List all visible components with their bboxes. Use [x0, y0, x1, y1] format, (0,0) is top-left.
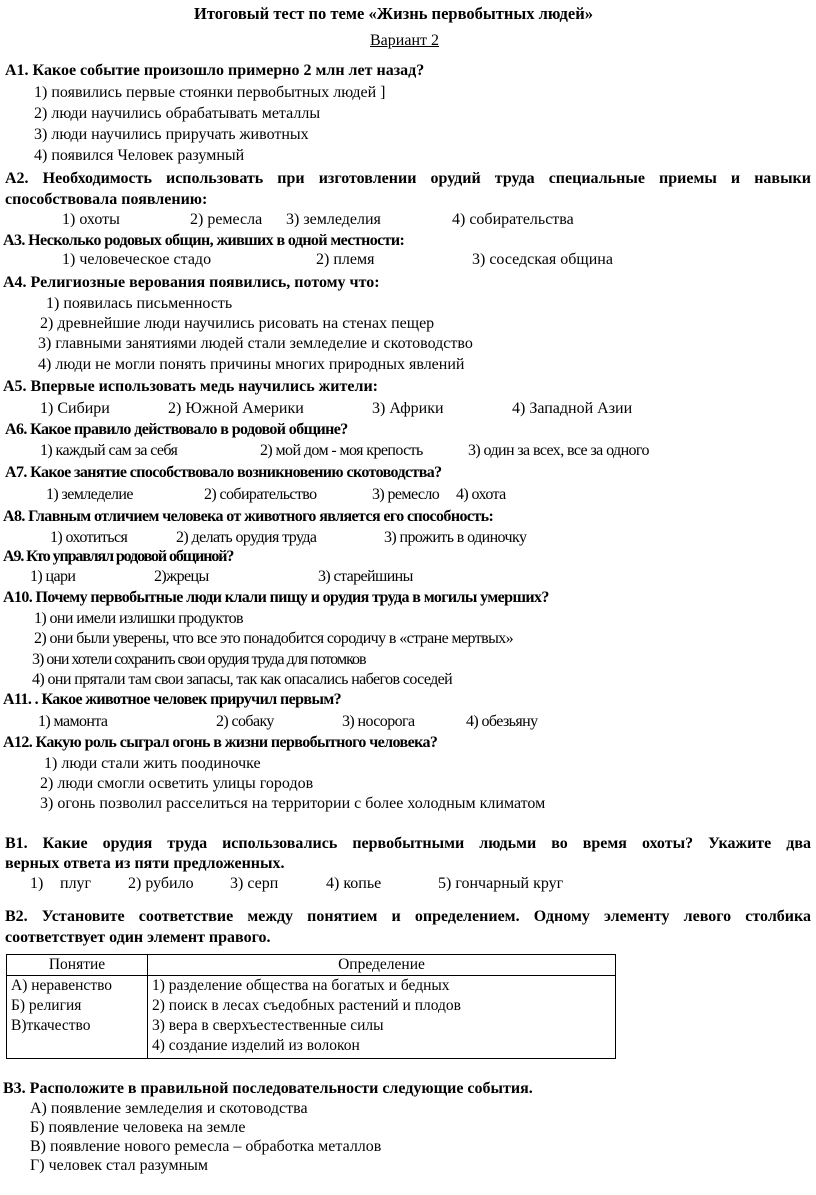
a7-option-3: 3) ремесло	[372, 486, 440, 503]
page-title: Итоговый тест по теме «Жизнь первобытных людей»	[194, 4, 593, 23]
table-row	[7, 996, 616, 1016]
a11-option-4: 4) обезьяну	[466, 713, 538, 730]
a10-option-4: 4) они прятали там свои запасы, так как опасались набегов соседей	[32, 671, 453, 688]
question-a11: А11. . Какое животное человек приручил первым?	[3, 691, 342, 708]
a2-option-1: 1) охоты	[62, 211, 120, 228]
b1-option-2: 2) рубило	[128, 875, 194, 892]
a8-option-3: 3) прожить в одиночку	[384, 529, 527, 546]
question-b2-line1: В2. Установите соответствие между понятием и определением. Одному элементу левого столбика	[5, 908, 811, 925]
question-a5: А5. Впервые использовать медь научились жители:	[3, 378, 378, 395]
definition-cell: 1) разделение общества на богатых и бедных	[148, 976, 616, 997]
b3-option-d: Г) человек стал разумным	[30, 1157, 208, 1174]
a3-option-2: 2) племя	[316, 251, 375, 268]
b1-option-5: 5) гончарный круг	[438, 875, 564, 892]
b1-option-1-num: 1)	[30, 875, 44, 892]
a4-option-3: 3) главными занятиями людей стали земледелие и скотоводство	[38, 335, 473, 352]
table-row	[7, 1016, 616, 1036]
b3-option-b: Б) появление человека на земле	[30, 1119, 246, 1136]
a8-option-2: 2) делать орудия труда	[176, 529, 317, 546]
a6-option-2: 2) мой дом - моя крепость	[260, 442, 423, 459]
a2-option-3: 3) земледелия	[286, 211, 381, 228]
a7-option-1: 1) земледелие	[46, 486, 133, 503]
column-header-concept: Понятие	[7, 955, 148, 976]
question-a6: А6. Какое правило действовало в родовой общине?	[5, 421, 348, 438]
a11-option-3: 3) носорога	[342, 713, 415, 730]
a11-option-2: 2) собаку	[216, 713, 274, 730]
question-b3: В3. Расположите в правильной последовательности следующие события.	[3, 1080, 533, 1097]
a10-option-1: 1) они имели излишки продуктов	[34, 610, 244, 627]
concept-cell: Б) религия	[7, 996, 148, 1016]
b1-option-4: 4) копье	[326, 875, 382, 892]
question-a3: А3. Несколько родовых общин, живших в одной местности:	[3, 232, 405, 249]
question-a2-line2: способствовала появлению:	[5, 191, 208, 208]
question-a9: А9. Кто управлял родовой общиной?	[3, 548, 234, 565]
a3-option-1: 1) человеческое стадо	[62, 251, 212, 268]
b3-option-c: В) появление нового ремесла – обработка металлов	[30, 1138, 382, 1155]
b1-option-3: 3) серп	[230, 875, 279, 892]
question-a7: А7. Какое занятие способствовало возникновению скотоводства?	[5, 464, 442, 481]
a10-option-2: 2) они были уверены, что все это понадобится сородичу в «стране мертвых»	[34, 630, 514, 647]
question-b1-line2: верных ответа из пяти предложенных.	[5, 855, 285, 872]
variant-label: Вариант 2	[370, 32, 439, 49]
question-a4: А4. Религиозные верования появились, потому что:	[3, 274, 380, 291]
definition-cell: 4) создание изделий из волокон	[148, 1036, 616, 1059]
definition-cell: 3) вера в сверхъестественные силы	[148, 1016, 616, 1036]
matching-table	[6, 954, 616, 1059]
a6-option-3: 3) один за всех, все за одного	[468, 442, 649, 459]
a5-option-4: 4) Западной Азии	[512, 400, 633, 417]
a8-option-1: 1) охотиться	[50, 529, 128, 546]
question-a10: А10. Почему первобытные люди клали пищу и орудия труда в могилы умерших?	[3, 589, 549, 606]
concept-cell: В)ткачество	[7, 1016, 148, 1036]
a7-option-2: 2) собирательство	[204, 486, 317, 503]
a7-option-4: 4) охота	[456, 486, 506, 503]
a1-option-1: 1) появились первые стоянки первобытных людей ]	[34, 84, 386, 101]
a10-option-3: 3) они хотели сохранить свои орудия труда для потомков	[32, 651, 366, 668]
table-header-row	[7, 955, 616, 976]
b3-option-a: А) появление земледелия и скотоводства	[30, 1100, 308, 1117]
table-row	[7, 1036, 616, 1059]
table-row	[7, 976, 616, 997]
a12-option-3: 3) огонь позволил расселиться на территории с более холодным климатом	[40, 795, 546, 812]
a5-option-3: 3) Африки	[372, 400, 444, 417]
a1-option-3: 3) люди научились приручать животных	[34, 126, 309, 143]
question-b1-line1: В1. Какие орудия труда использовались первобытными людьми во время охоты? Укажите два	[5, 835, 811, 852]
question-b2-line2: соответствует один элемент правого.	[5, 929, 271, 946]
a11-option-1: 1) мамонта	[38, 713, 108, 730]
a12-option-1: 1) люди стали жить поодиночке	[44, 755, 261, 772]
a2-option-4: 4) собирательства	[452, 211, 574, 228]
question-a12: А12. Какую роль сыграл огонь в жизни первобытного человека?	[3, 734, 438, 751]
a9-option-1: 1) цари	[30, 568, 76, 585]
b1-option-1-text: плуг	[60, 875, 92, 892]
a1-option-2: 2) люди научились обрабатывать металлы	[34, 105, 321, 122]
concept-cell	[7, 1036, 148, 1059]
question-a2-line1: А2. Необходимость использовать при изготовлении орудий труда специальные приемы и навыки	[5, 170, 811, 187]
a3-option-3: 3) соседская община	[472, 251, 613, 268]
a4-option-1: 1) появилась письменность	[46, 295, 233, 312]
a4-option-2: 2) древнейшие люди научились рисовать на стенах пещер	[40, 315, 435, 332]
question-a8: А8. Главным отличием человека от животного является его способность:	[3, 508, 494, 525]
column-header-definition: Определение	[148, 955, 616, 976]
a12-option-2: 2) люди смогли осветить улицы городов	[40, 775, 314, 792]
a9-option-2: 2)жрецы	[154, 568, 209, 585]
a4-option-4: 4) люди не могли понять причины многих природных явлений	[38, 356, 465, 373]
a5-option-2: 2) Южной Америки	[168, 400, 304, 417]
question-a1: А1. Какое событие произошло примерно 2 млн лет назад?	[5, 62, 425, 79]
a6-option-1: 1) каждый сам за себя	[40, 442, 178, 459]
a2-option-2: 2) ремесла	[190, 211, 263, 228]
definition-cell: 2) поиск в лесах съедобных растений и плодов	[148, 996, 616, 1016]
a5-option-1: 1) Сибири	[40, 400, 110, 417]
a9-option-3: 3) старейшины	[318, 568, 413, 585]
a1-option-4: 4) появился Человек разумный	[34, 147, 245, 164]
concept-cell: А) неравенство	[7, 976, 148, 997]
